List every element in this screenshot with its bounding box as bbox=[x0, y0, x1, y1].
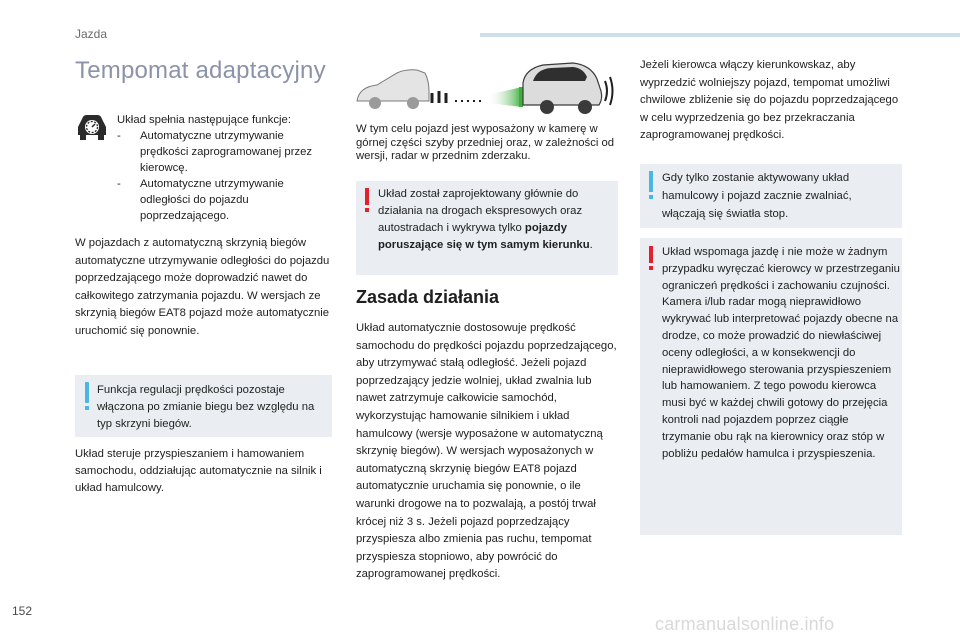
page-number: 152 bbox=[12, 604, 33, 618]
section-heading-operation: Zasada działania bbox=[356, 287, 500, 307]
warning-box-text: Układ został zaprojektowany głównie do działania na drogach ekspresowych oraz autostradach i wykrywa tylko pojazdy poruszające się w tym samym kierunku. bbox=[378, 188, 593, 251]
list-item: - Automatyczne utrzymywanie odległości do pojazdu poprzedzającego. bbox=[117, 178, 284, 222]
warning-box-road-types bbox=[356, 181, 618, 275]
paragraph-overtaking: Jeżeli kierowca włączy kierunkowskaz, aby wyprzedzić wolniejszy pojazd, tempomat umożliwi chwilowe zbliżenie się do pojazdu poprzedzającego w celu wyprzedzenia go bez przekraczania zaprogramowanej prędkości. bbox=[640, 59, 899, 142]
list-item: - Automatyczne utrzymywanie prędkości zaprogramowanej przez kierowcę. bbox=[117, 130, 313, 174]
info-box-text: Gdy tylko zostanie aktywowany układ hamulcowy i pojazd zacznie zwalniać, włączają się światła stop. bbox=[662, 172, 852, 220]
info-icon bbox=[85, 382, 89, 403]
warning-box-text: Układ wspomaga jazdę i nie może w żadnym przypadku wyręczać kierowcy w przestrzeganiu ograniczeń prędkości i zachowaniu czujności. Kamera i/lub radar mogą nieprawidłowo wykrywać lub interpretować pojazdy obecne na drodze, co może prowadzić do niewłaściwej oceny odległości, a w konsekwencji do nieprawidłowego sterowania przyspieszeniem lub hamowaniem. Z tego powodu kierowca musi być w każdej chwili gotowy do przejęcia kontroli nad pojazdem poprzez ciągłe trzymanie obu rąk na kierownicy oraz stóp w pobliżu pedałów hamulca i przyspieszenia. bbox=[662, 246, 900, 460]
paragraph-operation: Układ automatycznie dostosowuje prędkość samochodu do prędkości pojazdu poprzedzającego, aby utrzymywać stałą odległość. Jeżeli pojazd poprzedzający jedzie wolniej, układ zwalnia lub nawet zatrzymuje całkowicie samochód, wykorzystując hamowanie silnikiem i układ hamulcowy (wersje wyposażone w automatyczną skrzynię biegów). W wersjach wyposażonych w automatyczną skrzynię biegów EAT8 pojazd automatycznie uruchamia się ponownie, o ile warunki drogowe na to pozwalają, a postój trwał krócej niż 3 s. Jeżeli pojazd poprzedzający przyspiesza albo zmienia pas ruchu, tempomat przyspiesza stopniowo, aby powrócić do zaprogramowanej prędkości. bbox=[356, 322, 617, 581]
list-item-text: Automatyczne utrzymywanie prędkości zaprogramowanej przez kierowcę. bbox=[140, 130, 313, 174]
info-box-gearbox bbox=[75, 375, 332, 437]
info-box-text: Funkcja regulacji prędkości pozostaje włączona po zmianie biegu bez względu na typ skrzyni biegów. bbox=[97, 384, 315, 430]
warning-box-emphasis: pojazdy poruszające się w tym samym kierunku bbox=[378, 222, 590, 251]
header-bar bbox=[480, 33, 960, 37]
info-box-brake-lights bbox=[640, 164, 902, 228]
paragraph-automatic-gearbox: W pojazdach z automatyczną skrzynią biegów automatyczne utrzymywanie odległości do pojazdu poprzedzającego może doprowadzić nawet do całkowitego zatrzymania pojazdu. W wersjach ze skrzynią biegów EAT8 pojazd może automatycznie uruchomić się ponownie. bbox=[75, 237, 330, 337]
warning-icon bbox=[365, 188, 369, 212]
section-label: Jazda bbox=[75, 27, 108, 41]
radar-car-illustration bbox=[347, 57, 617, 117]
paragraph-acceleration-braking: Układ steruje przyspieszaniem i hamowaniem samochodu, oddziałując automatycznie na silnik i układ hamulcowy. bbox=[75, 448, 322, 494]
info-icon bbox=[649, 171, 653, 192]
intro-lead: Układ spełnia następujące funkcje: bbox=[117, 114, 291, 126]
list-item-text: Automatyczne utrzymywanie odległości do pojazdu poprzedzającego. bbox=[140, 178, 284, 222]
warning-icon bbox=[649, 246, 653, 270]
warning-box-driver-responsibility bbox=[640, 238, 902, 535]
page-title: Tempomat adaptacyjny bbox=[75, 57, 326, 84]
intro-function-list bbox=[117, 128, 332, 224]
watermark: carmanualsonline.info bbox=[655, 614, 835, 634]
adaptive-cruise-control-icon bbox=[75, 112, 109, 142]
paragraph-camera-radar: W tym celu pojazd jest wyposażony w kamerę w górnej części szyby przedniej oraz, w zależności od wersji, radar w przednim zderzaku. bbox=[356, 123, 615, 162]
